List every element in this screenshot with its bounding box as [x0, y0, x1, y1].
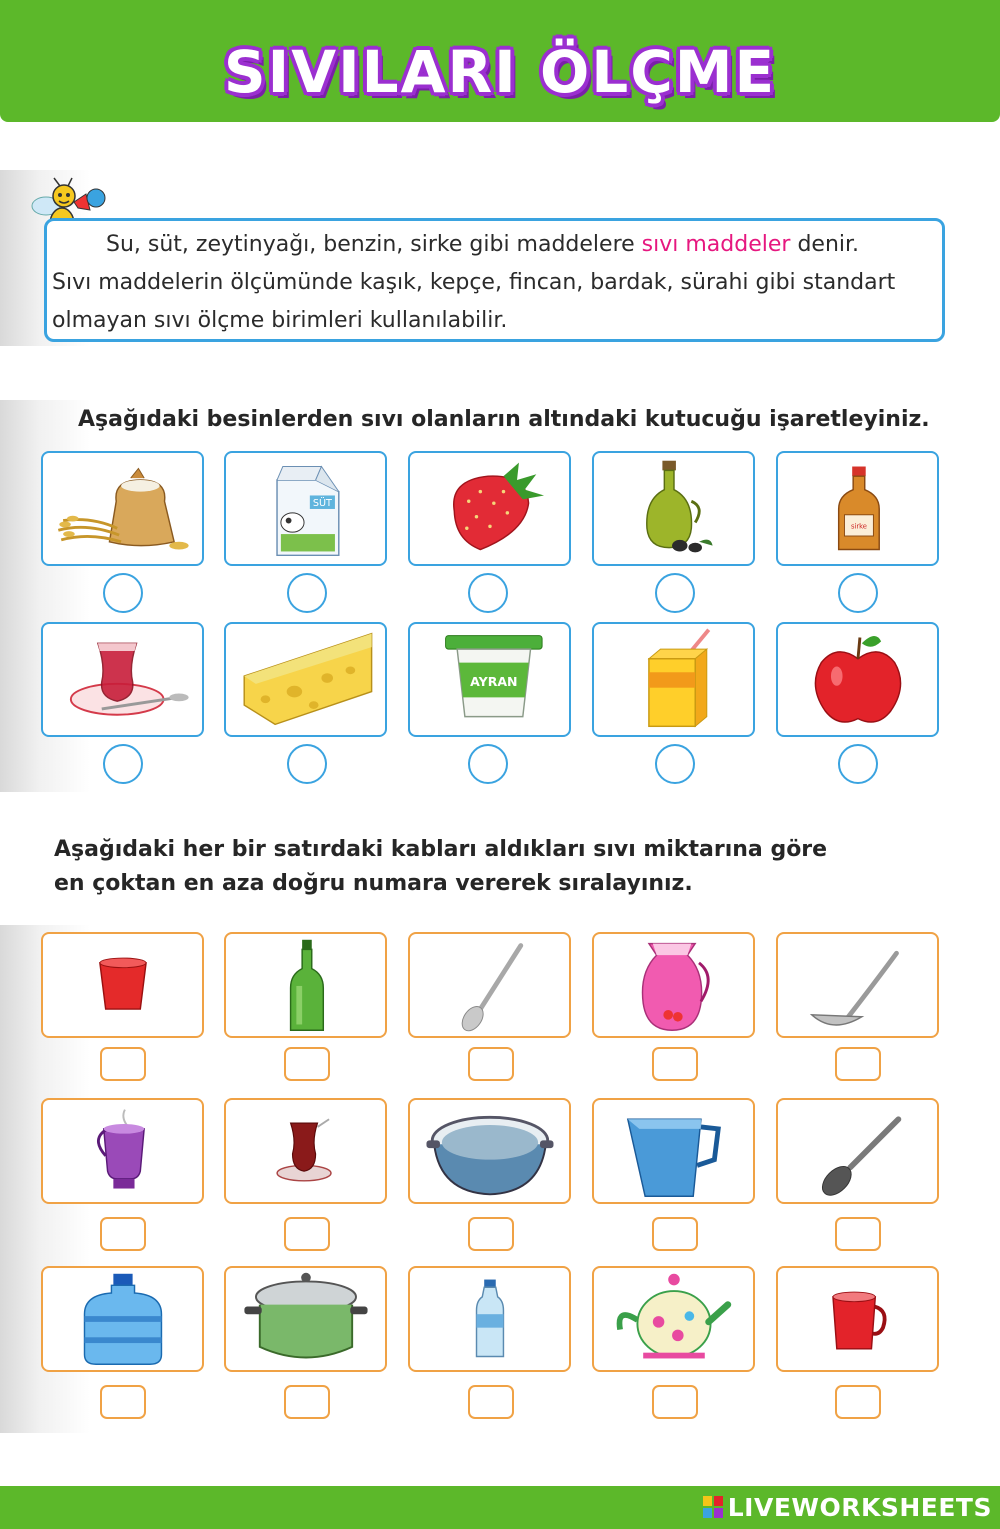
info-line-2: Sıvı maddelerin ölçümünde kaşık, kepçe, fincan, bardak, sürahi gibi standart: [52, 270, 896, 295]
container-card-ladle: [776, 932, 939, 1038]
page-title: SIVILARI ÖLÇME: [223, 38, 777, 106]
checkbox-strawberry[interactable]: [468, 573, 508, 613]
checkbox-milk-carton[interactable]: [287, 573, 327, 613]
container-card-red-mug: [776, 1266, 939, 1372]
checkbox-ayran-cup[interactable]: [468, 744, 508, 784]
container-card-blue-pitcher: [592, 1098, 755, 1204]
rank-box-water-bottle[interactable]: [468, 1385, 514, 1419]
rank-box-red-mug[interactable]: [835, 1385, 881, 1419]
juice-box-icon: [594, 624, 753, 735]
container-card-teapot: [592, 1266, 755, 1372]
liveworksheets-logo-icon: [702, 1495, 724, 1519]
container-card-tablespoon: [776, 1098, 939, 1204]
container-card-plastic-cup: [41, 932, 204, 1038]
food-card-wheat-sack: [41, 451, 204, 566]
teapot-icon: [594, 1268, 753, 1370]
vinegar-label: sirke: [850, 522, 867, 531]
food-card-cheese: [224, 622, 387, 737]
rank-box-tea-glass[interactable]: [284, 1217, 330, 1251]
green-bottle-icon: [226, 934, 385, 1036]
container-card-cooking-pot: [224, 1266, 387, 1372]
section2-instruction-line-1: Aşağıdaki her bir satırdaki kabları aldıkları sıvı miktarına göre: [54, 837, 828, 862]
rank-box-cooking-pot[interactable]: [284, 1385, 330, 1419]
milk-carton-label: SÜT: [312, 498, 332, 510]
tablespoon-icon: [778, 1100, 937, 1202]
food-card-apple: [776, 622, 939, 737]
checkbox-tea-glass[interactable]: [103, 744, 143, 784]
info-text-start: Su, süt, zeytinyağı, benzin, sirke gibi maddelere: [106, 232, 642, 257]
plastic-cup-icon: [43, 934, 202, 1036]
container-card-pink-jug: [592, 932, 755, 1038]
ladle-icon: [778, 934, 937, 1036]
brand-text: LIVEWORKSHEETS: [727, 1493, 992, 1522]
container-card-water-bottle: [408, 1266, 571, 1372]
tea-glass-small-icon: [226, 1100, 385, 1202]
section1-instruction: Aşağıdaki besinlerden sıvı olanların altındaki kutucuğu işaretleyiniz.: [78, 407, 930, 432]
food-card-vinegar-bottle: [776, 451, 939, 566]
blue-pitcher-icon: [594, 1100, 753, 1202]
wheat-sack-icon: [43, 453, 202, 564]
rank-box-teapot[interactable]: [652, 1385, 698, 1419]
ayran-cup-icon: [410, 624, 569, 735]
rank-box-pink-jug[interactable]: [652, 1047, 698, 1081]
checkbox-juice-box[interactable]: [655, 744, 695, 784]
milk-carton-icon: [226, 453, 385, 564]
food-card-juice-box: [592, 622, 755, 737]
food-card-olive-oil: [592, 451, 755, 566]
food-card-tea-glass: [41, 622, 204, 737]
purple-mug-icon: [43, 1100, 202, 1202]
water-carboy-icon: [43, 1268, 202, 1370]
strawberry-icon: [410, 453, 569, 564]
rank-box-blue-pitcher[interactable]: [652, 1217, 698, 1251]
rank-box-teaspoon[interactable]: [468, 1047, 514, 1081]
section2-instruction-line-2: en çoktan en aza doğru numara vererek sıralayınız.: [54, 871, 693, 896]
rank-box-purple-mug[interactable]: [100, 1217, 146, 1251]
liveworksheets-brand[interactable]: [702, 1493, 992, 1522]
food-card-ayran-cup: [408, 622, 571, 737]
cooking-pot-icon: [226, 1268, 385, 1370]
rank-box-ladle[interactable]: [835, 1047, 881, 1081]
container-card-purple-mug: [41, 1098, 204, 1204]
container-card-water-carboy: [41, 1266, 204, 1372]
olive-oil-icon: [594, 453, 753, 564]
rank-box-plastic-cup[interactable]: [100, 1047, 146, 1081]
checkbox-cheese[interactable]: [287, 744, 327, 784]
section2-instruction: [54, 833, 827, 901]
rank-box-water-carboy[interactable]: [100, 1385, 146, 1419]
vinegar-bottle-icon: [778, 453, 937, 564]
checkbox-olive-oil[interactable]: [655, 573, 695, 613]
rank-box-green-bottle[interactable]: [284, 1047, 330, 1081]
teaspoon-icon: [410, 934, 569, 1036]
rank-box-tablespoon[interactable]: [835, 1217, 881, 1251]
bowl-icon: [410, 1100, 569, 1202]
rank-box-bowl[interactable]: [468, 1217, 514, 1251]
tea-glass-icon: [43, 624, 202, 735]
container-card-tea-glass: [224, 1098, 387, 1204]
pink-jug-icon: [594, 934, 753, 1036]
container-card-teaspoon: [408, 932, 571, 1038]
info-line-3: olmayan sıvı ölçme birimleri kullanılabilir.: [52, 308, 508, 333]
red-mug-icon: [778, 1268, 937, 1370]
water-bottle-icon: [410, 1268, 569, 1370]
food-card-strawberry: [408, 451, 571, 566]
info-highlight: sıvı maddeler: [641, 232, 791, 257]
info-text-end: denir.: [790, 232, 860, 257]
checkbox-apple[interactable]: [838, 744, 878, 784]
checkbox-wheat-sack[interactable]: [103, 573, 143, 613]
food-card-milk-carton: [224, 451, 387, 566]
ayran-label: AYRAN: [470, 673, 518, 689]
info-text: [52, 226, 932, 340]
cheese-icon: [226, 624, 385, 735]
container-card-green-bottle: [224, 932, 387, 1038]
checkbox-vinegar-bottle[interactable]: [838, 573, 878, 613]
apple-icon: [778, 624, 937, 735]
container-card-bowl: [408, 1098, 571, 1204]
